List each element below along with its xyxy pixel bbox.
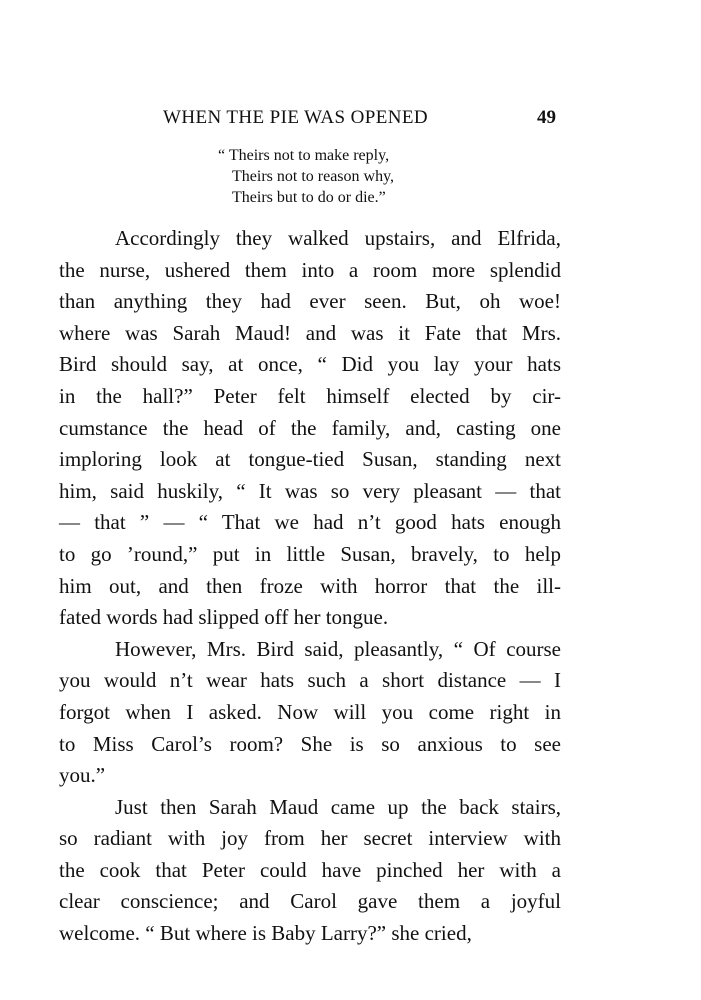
text-line: to Miss Carol’s room? She is so anxious to see [59, 731, 561, 756]
paragraph [59, 792, 561, 950]
body-text [59, 223, 561, 950]
paragraph [59, 634, 561, 792]
paragraph [59, 223, 561, 634]
text-line: welcome. “ But where is Baby Larry?” she cried, [59, 921, 472, 946]
text-line: to go ’round,” put in little Susan, bravely, to help [59, 541, 561, 566]
text-line: where was Sarah Maud! and was it Fate that Mrs. [59, 320, 561, 345]
epigraph-line: Theirs not to reason why, [232, 168, 395, 185]
text-line: the nurse, ushered them into a room more splendid [59, 257, 561, 282]
text-line: cumstance the head of the family, and, casting one [59, 415, 561, 440]
epigraph-line: “ Theirs not to make reply, [218, 147, 390, 164]
text-line: than anything they had ever seen. But, oh woe! [59, 289, 561, 314]
text-line: in the hall?” Peter felt himself elected by cir- [59, 383, 561, 408]
text-line: clear conscience; and Carol gave them a joyful [59, 889, 561, 914]
text-line: him out, and then froze with horror that the ill- [59, 573, 561, 598]
text-line: forgot when I asked. Now will you come right in [59, 699, 561, 724]
text-line: the cook that Peter could have pinched her with a [59, 857, 561, 882]
text-line: him, said huskily, “ It was so very pleasant — that [59, 478, 561, 503]
text-line: Just then Sarah Maud came up the back stairs, [115, 794, 561, 819]
text-line: Accordingly they walked upstairs, and Elfrida, [115, 226, 561, 250]
text-line: so radiant with joy from her secret interview with [59, 826, 561, 851]
text-line: However, Mrs. Bird said, pleasantly, “ Of course [115, 636, 561, 661]
running-head: WHEN THE PIE WAS OPENED [163, 107, 428, 128]
text-line: Bird should say, at once, “ Did you lay your hats [59, 352, 561, 377]
text-line: you would n’t wear hats such a short distance — I [59, 668, 561, 693]
text-line: imploring look at tongue-tied Susan, standing next [59, 447, 561, 472]
text-line: — that ” — “ That we had n’t good hats enough [59, 510, 561, 535]
page-header [0, 107, 701, 137]
page-number: 49 [537, 107, 556, 128]
text-line: you.” [59, 763, 106, 788]
text-line: fated words had slipped off her tongue. [59, 605, 389, 630]
epigraph-line: Theirs but to do or die.” [232, 189, 386, 206]
